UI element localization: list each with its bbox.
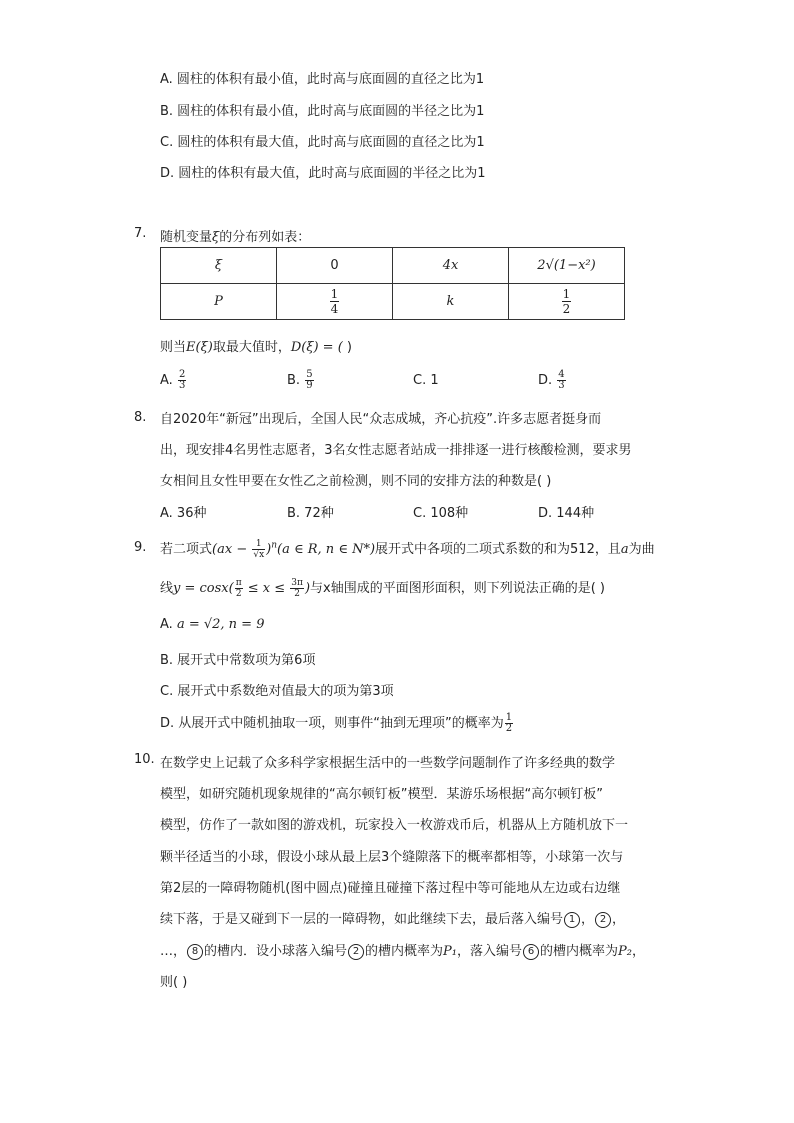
q8-option-c: C. 108种 <box>413 506 469 521</box>
q9-line-2: 线y = cosx( $\frac{\pi}{2}$ ≤ x ≤ $\frac{3\pi}{2}$ )与x轴围成的平面图形面积，则下列说法正确的是( ) <box>160 578 606 599</box>
table-cell: 2√(1−x²) <box>509 248 625 284</box>
table-cell <box>277 284 393 320</box>
q7-distribution-table <box>160 247 625 320</box>
q6-option-d: D. 圆柱的体积有最大值，此时高与底面圆的半径之比为1 <box>160 166 486 181</box>
q8-line-2: 出，现安排4名男性志愿者，3名女性志愿者站成一排排逐一进行核酸检测，要求男 <box>160 443 632 458</box>
q7-stem-var: ξ <box>212 230 220 245</box>
table-cell: k <box>393 284 509 320</box>
fraction: $\frac{4}{3}$ <box>558 369 565 391</box>
q9-number: 9. <box>134 540 147 555</box>
q9-option-b: B. 展开式中常数项为第6项 <box>160 653 316 668</box>
q7-question: 则当E(ξ)取最大值时，D(ξ) = ( ) <box>160 340 353 355</box>
q8-option-d: D. 144种 <box>538 506 595 521</box>
q7-stem <box>160 226 310 245</box>
q8-number: 8. <box>134 410 147 425</box>
fraction: $\frac{2}{3}$ <box>178 369 186 391</box>
q10-line-1: 在数学史上记载了众多科学家根据生活中的一些数学问题制作了许多经典的数学 <box>160 756 616 771</box>
fraction: $\frac{1}{4}$ <box>330 287 339 316</box>
q8-line-3: 女相间且女性甲要在女性乙之前检测，则不同的安排方法的种数是( ) <box>160 474 552 489</box>
q8-option-b: B. 72种 <box>287 506 334 521</box>
q9-option-d: D. 从展开式中随机抽取一项，则事件“抽到无理项”的概率为 $\frac{1}{2}$ <box>160 712 513 734</box>
q6-option-c: C. 圆柱的体积有最大值，此时高与底面圆的直径之比为1 <box>160 135 485 150</box>
q7-option-d: D. $\frac{4}{3}$ <box>538 369 565 391</box>
table-row <box>161 284 625 320</box>
q9-option-c: C. 展开式中系数绝对值最大的项为第3项 <box>160 684 394 699</box>
table-cell: P <box>161 284 277 320</box>
q10-line-7: …， 8 的槽内．设小球落入编号 2 的槽内概率为P₁，落入编号 6 的槽内概率为P₂， <box>160 944 646 959</box>
q7-option-c: C. 1 <box>413 373 439 388</box>
q10-line-6: 续下落，于是又碰到下一层的一障碍物，如此继续下去，最后落入编号 1 ， 2 ， <box>160 912 626 927</box>
q10-line-8: 则( ) <box>160 975 188 990</box>
q10-line-4: 颗半径适当的小球，假设小球从最上层3个缝隙落下的概率都相等，小球第一次与 <box>160 850 624 865</box>
q7-stem-pre: 随机变量 <box>160 230 213 245</box>
q10-line-3: 模型，仿作了一款如图的游戏机，玩家投入一枚游戏币后，机器从上方随机放下一 <box>160 818 629 833</box>
fraction: $\frac{1}{2}$ <box>562 287 571 316</box>
table-cell <box>509 284 625 320</box>
fraction: $\frac{5}{9}$ <box>306 369 313 391</box>
q10-line-5: 第2层的一障碍物随机(图中圆点)碰撞且碰撞下落过程中等可能地从左边或右边继 <box>160 881 621 896</box>
q7-option-a: A. $\frac{2}{3}$ <box>160 369 186 391</box>
q8-option-a: A. 36种 <box>160 506 207 521</box>
q6-option-b: B. 圆柱的体积有最小值，此时高与底面圆的半径之比为1 <box>160 104 485 119</box>
table-row <box>161 248 625 284</box>
q10-number: 10. <box>134 752 155 767</box>
table-cell: 0 <box>277 248 393 284</box>
q7-option-b: B. $\frac{5}{9}$ <box>287 369 313 391</box>
q10-line-2: 模型，如研究随机现象规律的“高尔顿钉板”模型．某游乐场根据“高尔顿钉板” <box>160 787 603 802</box>
fraction: $\frac{1}{2}$ <box>505 712 513 734</box>
q6-option-a: A. 圆柱的体积有最小值，此时高与底面圆的直径之比为1 <box>160 72 485 87</box>
table-cell: ξ <box>161 248 277 284</box>
q7-stem-post: 的分布列如表： <box>219 230 311 245</box>
q8-line-1: 自2020年“新冠”出现后，全国人民“众志成城，齐心抗疫”.许多志愿者挺身而 <box>160 412 602 427</box>
q9-line-1: 若二项式(ax − $\frac{1}{√x}$ )$^n$(a ∈ R, n ∈ N*)展开式中各项的二项式系数的和为512，且a为曲 <box>160 539 655 560</box>
q7-number: 7. <box>134 226 147 241</box>
q9-option-a: A. a = √2, n = 9 <box>160 617 265 632</box>
table-cell: 4x <box>393 248 509 284</box>
